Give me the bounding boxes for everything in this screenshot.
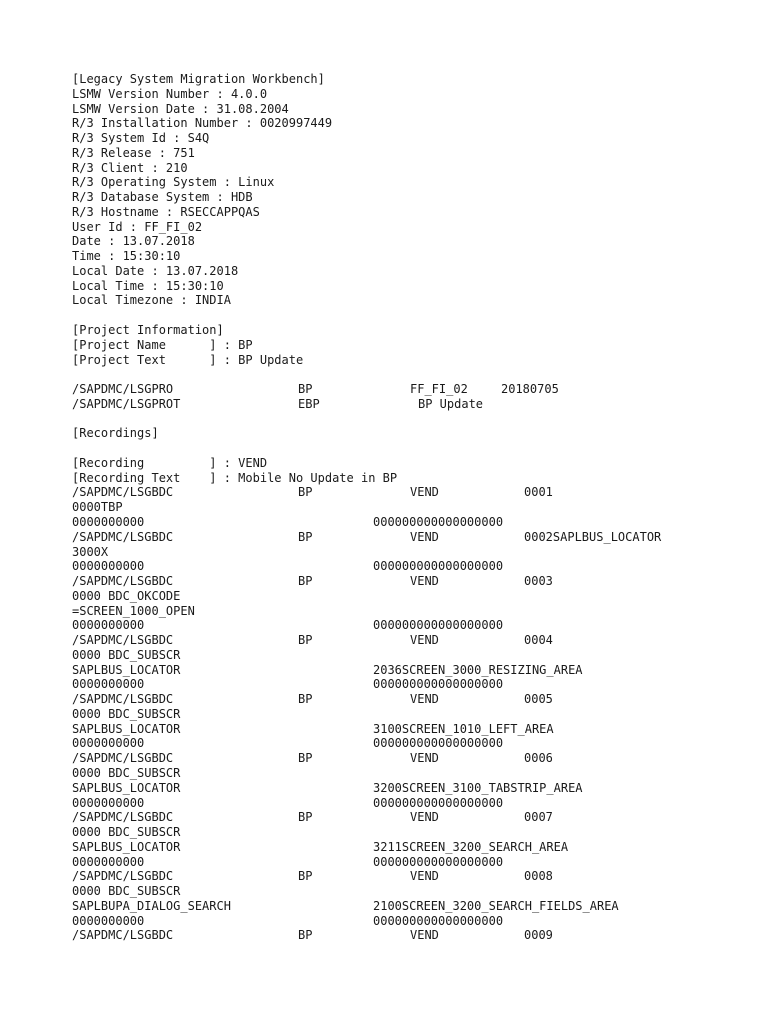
- header-line: [72, 279, 752, 294]
- bdc-detail-text: 0000 BDC_SUBSCR: [72, 765, 181, 780]
- bdc-program: SAPLBUS_LOCATOR: [72, 780, 181, 795]
- bdc-program: SAPLBUS_LOCATOR: [72, 662, 181, 677]
- bdc-detail: [72, 707, 752, 722]
- bdc-detail: [72, 648, 752, 663]
- header-line: [72, 205, 752, 220]
- bdc-row: [72, 869, 752, 884]
- bdc-row: [72, 530, 752, 545]
- bdc-detail-text: 3000X: [72, 544, 109, 559]
- project-row-cell: 20180705: [501, 382, 559, 397]
- bdc-long-zeros: 000000000000000000: [373, 854, 504, 869]
- project-line: [72, 323, 752, 338]
- bdc-zeros: [72, 515, 752, 530]
- bdc-detail-text: 0000TBP: [72, 500, 123, 515]
- bdc-detail-text: 0000 BDC_SUBSCR: [72, 825, 181, 840]
- header-text: Local Timezone : INDIA: [72, 293, 231, 308]
- bdc-detail-text: 0000 BDC_SUBSCR: [72, 647, 181, 662]
- bdc-row: [72, 692, 752, 707]
- bdc-zeros: 0000000000: [72, 618, 145, 633]
- bdc-long-zeros: 000000000000000000: [373, 795, 504, 810]
- header-text: Local Date : 13.07.2018: [72, 263, 239, 278]
- bdc-row: [72, 485, 752, 500]
- header-text: LSMW Version Number : 4.0.0: [72, 86, 268, 101]
- header-text: Time : 15:30:10: [72, 249, 181, 264]
- bdc-zeros: 0000000000: [72, 677, 145, 692]
- bdc-recording: VEND: [410, 574, 439, 589]
- bdc-recording: VEND: [410, 633, 439, 648]
- bdc-recording: VEND: [410, 928, 439, 943]
- bdc-zeros: [72, 914, 752, 929]
- bdc-step-number: 0005: [524, 692, 553, 707]
- project-text: [Project Information]: [72, 323, 224, 338]
- bdc-zeros: [72, 796, 752, 811]
- bdc-object: /SAPDMC/LSGBDC: [72, 529, 174, 544]
- bdc-object: /SAPDMC/LSGBDC: [72, 751, 174, 766]
- bdc-recording: VEND: [410, 810, 439, 825]
- bdc-screen-field: 2100SCREEN_3200_SEARCH_FIELDS_AREA: [373, 898, 619, 913]
- header-line: [72, 190, 752, 205]
- bdc-detail: [72, 781, 752, 796]
- project-row-cell: FF_FI_02: [410, 382, 468, 397]
- bdc-detail: [72, 500, 752, 515]
- bdc-long-zeros: 000000000000000000: [373, 514, 504, 529]
- bdc-row: [72, 574, 752, 589]
- header-line: [72, 264, 752, 279]
- bdc-object: /SAPDMC/LSGBDC: [72, 810, 174, 825]
- bdc-detail-text: =SCREEN_1000_OPEN: [72, 603, 195, 618]
- bdc-long-zeros: 000000000000000000: [373, 677, 504, 692]
- header-line: [72, 146, 752, 161]
- bdc-object: /SAPDMC/LSGBDC: [72, 574, 174, 589]
- header-text: User Id : FF_FI_02: [72, 219, 203, 234]
- bdc-detail: [72, 825, 752, 840]
- bdc-long-zeros: 000000000000000000: [373, 618, 504, 633]
- bdc-project: BP: [298, 692, 313, 707]
- bdc-zeros: 0000000000: [72, 514, 145, 529]
- bdc-recording: VEND: [410, 529, 439, 544]
- project-text: [Project Name ] : BP: [72, 337, 253, 352]
- project-row-cell: BP Update: [418, 396, 484, 411]
- bdc-screen-field: 3100SCREEN_1010_LEFT_AREA: [373, 721, 554, 736]
- bdc-project: BP: [298, 574, 313, 589]
- bdc-detail: [72, 663, 752, 678]
- bdc-project: BP: [298, 928, 313, 943]
- bdc-row: [72, 633, 752, 648]
- bdc-zeros: [72, 855, 752, 870]
- bdc-detail: [72, 766, 752, 781]
- bdc-row: [72, 810, 752, 825]
- bdc-object: /SAPDMC/LSGBDC: [72, 928, 174, 943]
- bdc-detail: [72, 899, 752, 914]
- project-row-cell: /SAPDMC/LSGPROT: [72, 396, 181, 411]
- header-text: Date : 13.07.2018: [72, 234, 195, 249]
- bdc-program: SAPLBUPA_DIALOG_SEARCH: [72, 898, 231, 913]
- bdc-zeros: 0000000000: [72, 559, 145, 574]
- recording-line: [72, 471, 752, 486]
- header-text: R/3 Release : 751: [72, 145, 195, 160]
- bdc-zeros: 0000000000: [72, 854, 145, 869]
- bdc-detail: [72, 545, 752, 560]
- project-text: [Project Text ] : BP Update: [72, 352, 304, 367]
- recording-line: [72, 456, 752, 471]
- header-line: [72, 116, 752, 131]
- bdc-recording: VEND: [410, 485, 439, 500]
- header-text: R/3 Database System : HDB: [72, 190, 253, 205]
- bdc-program: SAPLBUS_LOCATOR: [72, 721, 181, 736]
- header-text: R/3 Installation Number : 0020997449: [72, 116, 333, 131]
- bdc-detail: [72, 884, 752, 899]
- header-line: [72, 175, 752, 190]
- bdc-program: SAPLBUS_LOCATOR: [72, 839, 181, 854]
- project-line: [72, 353, 752, 368]
- blank-line: [72, 412, 752, 427]
- bdc-recording: VEND: [410, 751, 439, 766]
- blank-line: [72, 367, 752, 382]
- blank-line: [72, 308, 752, 323]
- project-row: [72, 397, 752, 412]
- bdc-detail: [72, 604, 752, 619]
- recordings-heading: [72, 426, 752, 441]
- header-line: [72, 293, 752, 308]
- bdc-zeros: 0000000000: [72, 795, 145, 810]
- bdc-detail-text: 0000 BDC_SUBSCR: [72, 884, 181, 899]
- header-text: Local Time : 15:30:10: [72, 278, 224, 293]
- bdc-detail: [72, 589, 752, 604]
- header-text: LSMW Version Date : 31.08.2004: [72, 101, 289, 116]
- bdc-screen-field: 2036SCREEN_3000_RESIZING_AREA: [373, 662, 583, 677]
- bdc-project: BP: [298, 751, 313, 766]
- bdc-detail-text: 0000 BDC_SUBSCR: [72, 706, 181, 721]
- header-line: [72, 249, 752, 264]
- header-text: R/3 Operating System : Linux: [72, 175, 275, 190]
- project-line: [72, 338, 752, 353]
- bdc-row: [72, 751, 752, 766]
- bdc-project: BP: [298, 485, 313, 500]
- project-row: [72, 382, 752, 397]
- bdc-zeros: [72, 559, 752, 574]
- bdc-step-number: 0007: [524, 810, 553, 825]
- bdc-recording: VEND: [410, 869, 439, 884]
- bdc-long-zeros: 000000000000000000: [373, 736, 504, 751]
- bdc-detail: [72, 840, 752, 855]
- bdc-object: /SAPDMC/LSGBDC: [72, 485, 174, 500]
- bdc-long-zeros: 000000000000000000: [373, 913, 504, 928]
- header-text: R/3 Hostname : RSECCAPPQAS: [72, 204, 260, 219]
- recording-text: [Recording ] : VEND: [72, 455, 268, 470]
- bdc-zeros: [72, 618, 752, 633]
- recordings-heading-text: [Recordings]: [72, 426, 159, 441]
- bdc-step-number: 0003: [524, 574, 553, 589]
- bdc-recording: VEND: [410, 692, 439, 707]
- bdc-long-zeros: 000000000000000000: [373, 559, 504, 574]
- bdc-detail-text: 0000 BDC_OKCODE: [72, 588, 181, 603]
- header-line: [72, 234, 752, 249]
- header-text: [Legacy System Migration Workbench]: [72, 72, 325, 86]
- bdc-step-number: 0001: [524, 485, 553, 500]
- header-line: [72, 131, 752, 146]
- bdc-zeros: 0000000000: [72, 736, 145, 751]
- header-line: [72, 72, 752, 87]
- header-line: [72, 220, 752, 235]
- bdc-detail: [72, 722, 752, 737]
- lsmw-export-document: [72, 72, 752, 943]
- blank-line: [72, 441, 752, 456]
- project-row-cell: BP: [298, 382, 313, 397]
- bdc-zeros: [72, 736, 752, 751]
- recording-text: [Recording Text ] : Mobile No Update in BP: [72, 470, 398, 485]
- project-row-cell: EBP: [298, 396, 320, 411]
- bdc-zeros: [72, 677, 752, 692]
- project-row-cell: /SAPDMC/LSGPRO: [72, 382, 174, 397]
- header-text: R/3 Client : 210: [72, 160, 188, 175]
- bdc-screen-field: 3211SCREEN_3200_SEARCH_AREA: [373, 839, 569, 854]
- header-text: R/3 System Id : S4Q: [72, 131, 210, 146]
- bdc-object: /SAPDMC/LSGBDC: [72, 633, 174, 648]
- header-line: [72, 87, 752, 102]
- header-line: [72, 102, 752, 117]
- header-line: [72, 161, 752, 176]
- bdc-object: /SAPDMC/LSGBDC: [72, 692, 174, 707]
- bdc-object: /SAPDMC/LSGBDC: [72, 869, 174, 884]
- bdc-project: BP: [298, 529, 313, 544]
- bdc-project: BP: [298, 869, 313, 884]
- bdc-project: BP: [298, 810, 313, 825]
- bdc-step-number: 0006: [524, 751, 553, 766]
- bdc-row: [72, 928, 752, 943]
- bdc-step-number: 0002SAPLBUS_LOCATOR: [524, 529, 662, 544]
- bdc-zeros: 0000000000: [72, 913, 145, 928]
- bdc-screen-field: 3200SCREEN_3100_TABSTRIP_AREA: [373, 780, 583, 795]
- bdc-step-number: 0004: [524, 633, 553, 648]
- bdc-step-number: 0008: [524, 869, 553, 884]
- bdc-step-number: 0009: [524, 928, 553, 943]
- bdc-project: BP: [298, 633, 313, 648]
